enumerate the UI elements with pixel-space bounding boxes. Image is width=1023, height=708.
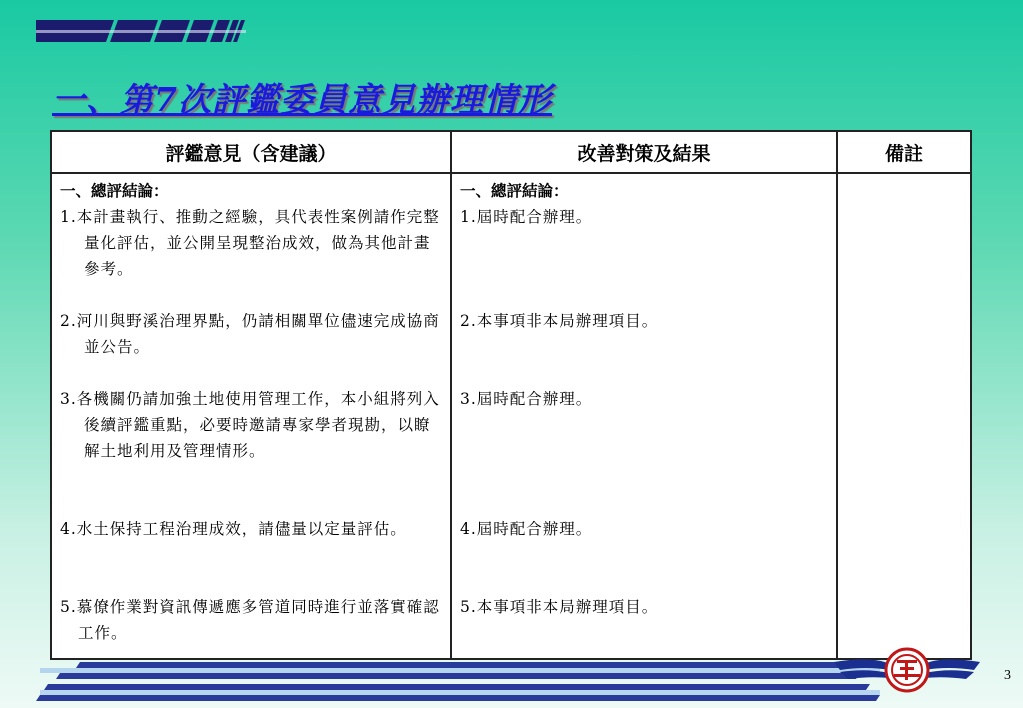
- table-row: [51, 173, 971, 659]
- opinion-item-1: 1.本計畫執行、推動之經驗，具代表性案例請作完整量化評估，並公開呈現整治成效，做為其他計畫參考。: [60, 208, 440, 278]
- opinion-item-5: 5.慕僚作業對資訊傳遞應多管道同時進行並落實確認工作。: [60, 598, 440, 642]
- column-header-remarks: 備註: [837, 131, 971, 173]
- opinion-item-4: 4.水土保持工程治理成效，請儘量以定量評估。: [60, 520, 407, 538]
- response-cell: [451, 173, 837, 659]
- opinion-cell: [51, 173, 451, 659]
- response-heading: 一、總評結論：: [460, 181, 569, 200]
- opinion-item-3: 3.各機關仍請加強土地使用管理工作，本小組將列入後續評鑑重點，必要時邀請專家學者現勘，以瞭解土地利用及管理情形。: [60, 390, 440, 460]
- opinion-table: [50, 130, 972, 660]
- response-item-5: 5.本事項非本局辦理項目。: [460, 598, 659, 616]
- decorative-stripes-icon: [36, 16, 246, 46]
- column-header-response: 改善對策及結果: [451, 131, 837, 173]
- response-item-4: 4.屆時配合辦理。: [460, 520, 593, 538]
- opinion-heading: 一、總評結論：: [60, 181, 169, 200]
- agency-logo-icon: [832, 646, 982, 694]
- table-header-row: [51, 131, 971, 173]
- page-number: 3: [1004, 668, 1011, 683]
- remarks-cell: [837, 173, 971, 659]
- opinion-item-2: 2.河川與野溪治理界點，仍請相關單位儘速完成協商並公告。: [60, 312, 440, 356]
- page-title: 一、第7次評鑑委員意見辦理情形: [52, 80, 552, 119]
- response-item-1: 1.屆時配合辦理。: [460, 208, 593, 226]
- response-item-3: 3.屆時配合辦理。: [460, 390, 593, 408]
- column-header-opinion: 評鑑意見（含建議）: [51, 131, 451, 173]
- response-item-2: 2.本事項非本局辦理項目。: [460, 312, 659, 330]
- remarks-text: [838, 174, 970, 658]
